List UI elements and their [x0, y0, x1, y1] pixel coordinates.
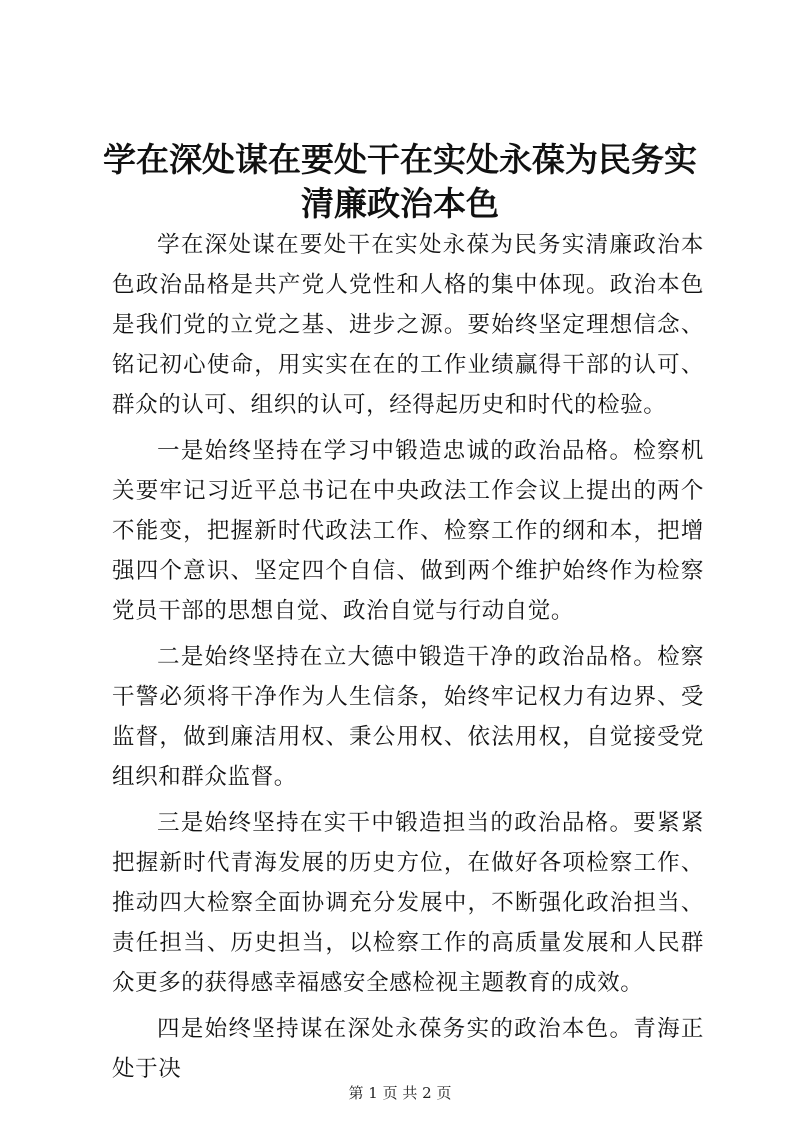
paragraph-point-three: 三是始终坚持在实干中锻造担当的政治品格。要紧紧把握新时代青海发展的历史方位，在做好各项检察工作、推动四大检察全面协调充分发展中，不断强化政治担当、责任担当、历史担当，以检察工作的高质量发展和人民群众更多的获得感幸福感安全感检视主题教育的成效。: [112, 810, 704, 996]
document-body: [112, 225, 704, 1095]
page-number-footer: 第 1 页 共 2 页: [348, 1084, 452, 1102]
document-title: 学在深处谋在要处干在实处永葆为民务实清廉政治本色: [103, 140, 697, 223]
paragraph-point-one: 一是始终坚持在学习中锻造忠诚的政治品格。检察机关要牢记习近平总书记在中央政法工作会议上提出的两个不能变，把握新时代政法工作、检察工作的纲和本，把增强四个意识、坚定四个自信、做到两个维护始终作为检察党员干部的思想自觉、政治自觉与行动自觉。: [112, 438, 704, 624]
paragraph-point-two: 二是始终坚持在立大德中锻造干净的政治品格。检察干警必须将干净作为人生信条，始终牢记权力有边界、受监督，做到廉洁用权、秉公用权、依法用权，自觉接受党组织和群众监督。: [112, 644, 704, 790]
paragraph-intro: 学在深处谋在要处干在实处永葆为民务实清廉政治本色政治品格是共产党人党性和人格的集中体现。政治本色是我们党的立党之基、进步之源。要始终坚定理想信念、铭记初心使命，用实实在在的工作业绩赢得干部的认可、群众的认可、组织的认可，经得起历史和时代的检验。: [112, 232, 704, 418]
paragraph-point-four: 四是始终坚持谋在深处永葆务实的政治本色。青海正处于决: [112, 1016, 704, 1082]
